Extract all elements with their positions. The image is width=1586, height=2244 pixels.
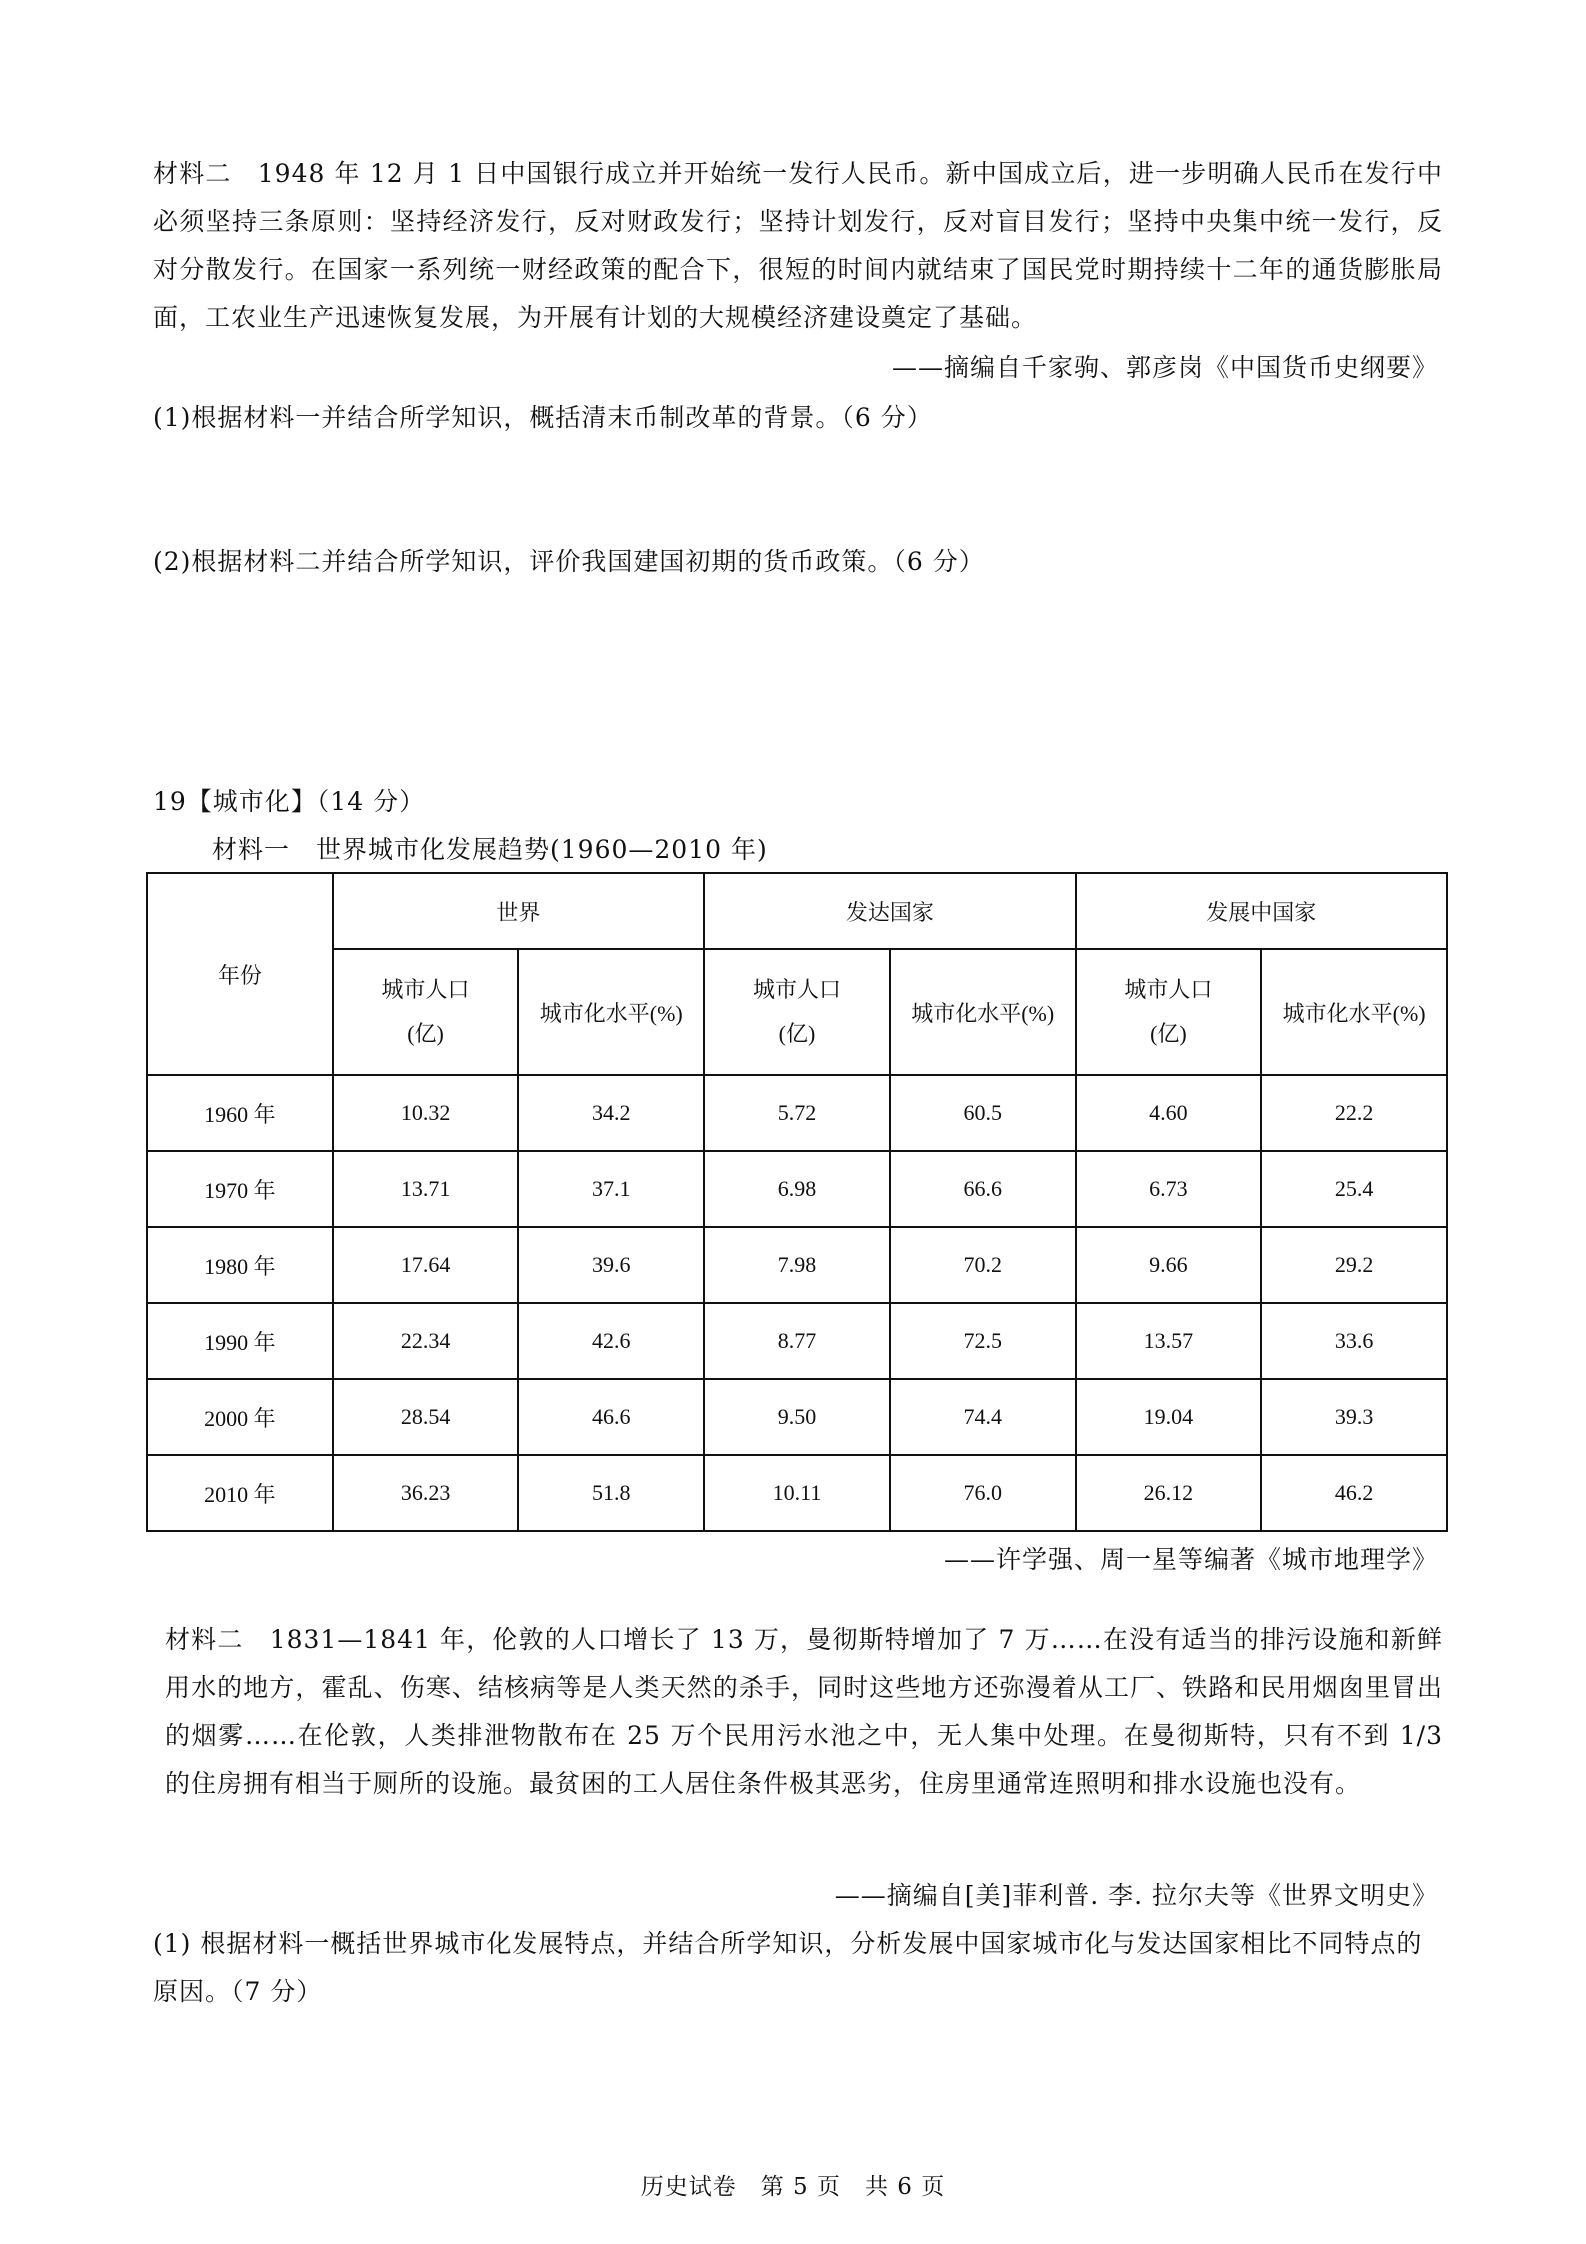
value-cell: 37.1	[518, 1151, 704, 1227]
value-cell: 28.54	[333, 1379, 519, 1455]
question-19-title: 19【城市化】（14 分）	[153, 787, 426, 816]
material-2-city-source: ——摘编自[美]菲利普. 李. 拉尔夫等《世界文明史》	[834, 1881, 1438, 1910]
sub-header-rate: 城市化水平(%)	[518, 949, 704, 1075]
page-footer: 历史试卷 第 5 页 共 6 页	[640, 2174, 946, 2200]
value-cell: 60.5	[890, 1075, 1076, 1151]
value-cell: 22.34	[333, 1303, 519, 1379]
table-row	[147, 1379, 1447, 1455]
sub-header-pop: 城市人口 (亿)	[704, 949, 890, 1075]
value-cell: 22.2	[1261, 1075, 1447, 1151]
group-header-developed: 发达国家	[704, 873, 1075, 949]
year-cell: 2000 年	[147, 1379, 333, 1455]
value-cell: 34.2	[518, 1075, 704, 1151]
value-cell: 13.57	[1076, 1303, 1262, 1379]
value-cell: 76.0	[890, 1455, 1076, 1531]
value-cell: 46.2	[1261, 1455, 1447, 1531]
value-cell: 39.6	[518, 1227, 704, 1303]
value-cell: 9.66	[1076, 1227, 1262, 1303]
value-cell: 4.60	[1076, 1075, 1262, 1151]
value-cell: 5.72	[704, 1075, 890, 1151]
year-cell: 1970 年	[147, 1151, 333, 1227]
value-cell: 42.6	[518, 1303, 704, 1379]
value-cell: 8.77	[704, 1303, 890, 1379]
value-cell: 39.3	[1261, 1379, 1447, 1455]
value-cell: 13.71	[333, 1151, 519, 1227]
value-cell: 72.5	[890, 1303, 1076, 1379]
material-2-text: 材料二 1948 年 12 月 1 日中国银行成立并开始统一发行人民币。新中国成立后，进一步明确人民币在发行中必须坚持三条原则：坚持经济发行，反对财政发行；坚持计划发行，反对盲目发行；坚持中央集中统一发行，反对分散发行。在国家一系列统一财经政策的配合下，很短的时间内就结束了国民党时期持续十二年的通货膨胀局面，工农业生产迅速恢复发展，为开展有计划的大规模经济建设奠定了基础。	[153, 159, 1443, 332]
sub-header-pop: 城市人口 (亿)	[1076, 949, 1262, 1075]
table-row	[147, 1151, 1447, 1227]
value-cell: 33.6	[1261, 1303, 1447, 1379]
value-cell: 36.23	[333, 1455, 519, 1531]
value-cell: 25.4	[1261, 1151, 1447, 1227]
material-2-city-text: 材料二 1831—1841 年，伦敦的人口增长了 13 万，曼彻斯特增加了 7 万……在没有适当的排污设施和新鲜用水的地方，霍乱、伤寒、结核病等是人类天然的杀手，同时这些地方还弥漫着从工厂、铁路和民用烟囱里冒出的烟雾……在伦敦，人类排泄物散布在 25 万个民用污水池之中，无人集中处理。在曼彻斯特，只有不到 1/3 的住房拥有相当于厕所的设施。最贫困的工人居住条件极其恶劣，住房里通常连照明和排水设施也没有。	[165, 1625, 1443, 1798]
year-cell: 1980 年	[147, 1227, 333, 1303]
value-cell: 7.98	[704, 1227, 890, 1303]
value-cell: 29.2	[1261, 1227, 1447, 1303]
table-row	[147, 1075, 1447, 1151]
value-cell: 10.32	[333, 1075, 519, 1151]
value-cell: 66.6	[890, 1151, 1076, 1227]
sub-header-rate: 城市化水平(%)	[1261, 949, 1447, 1075]
value-cell: 6.73	[1076, 1151, 1262, 1227]
value-cell: 51.8	[518, 1455, 704, 1531]
value-cell: 10.11	[704, 1455, 890, 1531]
table-row	[147, 1303, 1447, 1379]
value-cell: 26.12	[1076, 1455, 1262, 1531]
table-source: ——许学强、周一星等编著《城市地理学》	[943, 1545, 1438, 1574]
sub-header-rate: 城市化水平(%)	[890, 949, 1076, 1075]
year-cell: 1960 年	[147, 1075, 333, 1151]
question-18-1: (1)根据材料一并结合所学知识，概括清末币制改革的背景。（6 分）	[153, 403, 933, 432]
material-2-source: ——摘编自千家驹、郭彦岗《中国货币史纲要》	[891, 353, 1438, 382]
table-row	[147, 1227, 1447, 1303]
urbanization-table	[146, 872, 1448, 1532]
value-cell: 74.4	[890, 1379, 1076, 1455]
year-cell: 1990 年	[147, 1303, 333, 1379]
table-body	[147, 1075, 1447, 1531]
value-cell: 46.6	[518, 1379, 704, 1455]
value-cell: 70.2	[890, 1227, 1076, 1303]
year-cell: 2010 年	[147, 1455, 333, 1531]
table-row	[147, 1455, 1447, 1531]
value-cell: 6.98	[704, 1151, 890, 1227]
group-header-world: 世界	[333, 873, 704, 949]
value-cell: 9.50	[704, 1379, 890, 1455]
sub-header-pop: 城市人口 (亿)	[333, 949, 519, 1075]
group-header-developing: 发展中国家	[1076, 873, 1447, 949]
value-cell: 19.04	[1076, 1379, 1262, 1455]
year-header: 年份	[147, 873, 333, 1075]
material-1-title: 材料一 世界城市化发展趋势(1960—2010 年)	[212, 835, 768, 864]
question-18-2: (2)根据材料二并结合所学知识，评价我国建国初期的货币政策。（6 分）	[153, 547, 985, 576]
question-19-1: (1) 根据材料一概括世界城市化发展特点，并结合所学知识，分析发展中国家城市化与发达国家相比不同特点的原因。（7 分）	[153, 1929, 1423, 2006]
value-cell: 17.64	[333, 1227, 519, 1303]
